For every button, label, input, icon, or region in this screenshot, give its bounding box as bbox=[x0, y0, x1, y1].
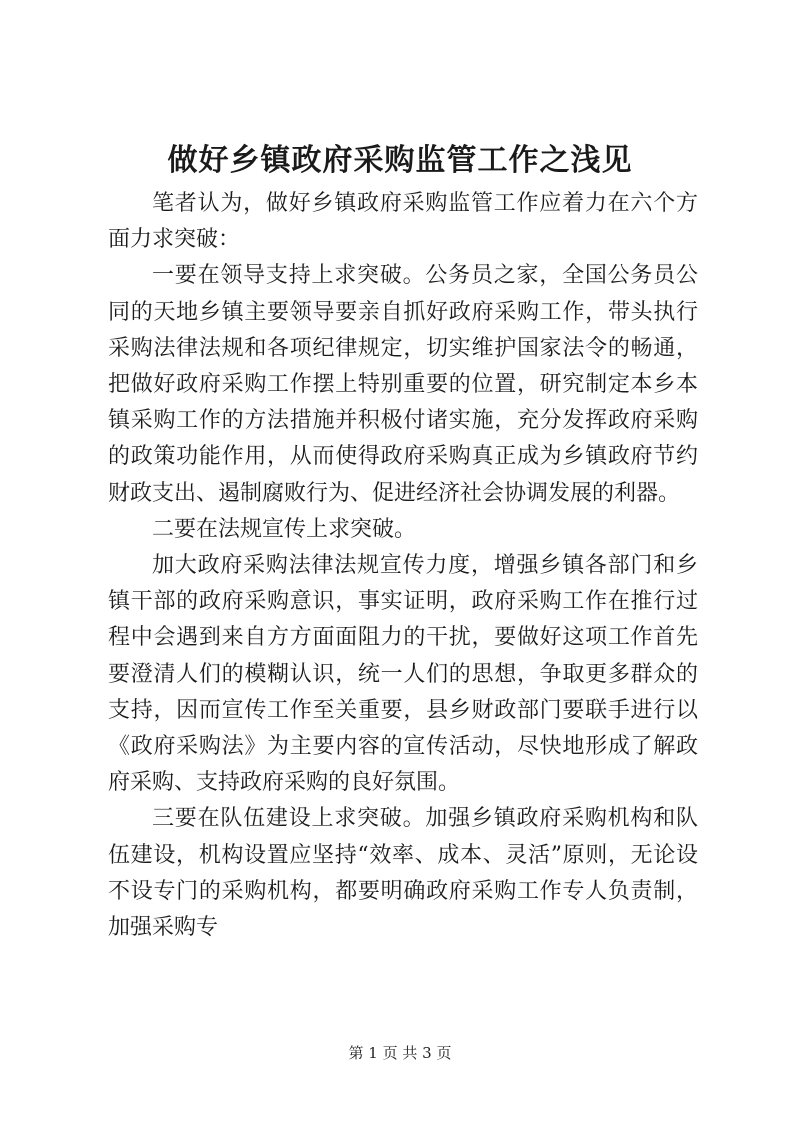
page-footer: 第 1 页 共 3 页 bbox=[348, 1044, 452, 1062]
document-body bbox=[108, 186, 698, 946]
paragraph-intro: 笔者认为，做好乡镇政府采购监管工作应着力在六个方面力求突破： bbox=[108, 191, 698, 253]
paragraph-team: 三要在队伍建设上求突破。加强乡镇政府采购机构和队伍建设，机构设置应坚持“效率、成本、灵活”原则，无论设不设专门的采购机构，都要明确政府采购工作专人负责制，加强采购专 bbox=[108, 806, 698, 941]
document-title: 做好乡镇政府采购监管工作之浅见 bbox=[167, 143, 633, 178]
paragraph-leadership: 一要在领导支持上求突破。公务员之家，全国公务员公同的天地乡镇主要领导要亲自抓好政府采购工作，带头执行采购法律法规和各项纪律规定，切实维护国家法令的畅通，把做好政府采购工作摆上特别重要的位置，研究制定本乡本镇采购工作的方法措施并积极付诸实施，充分发挥政府采购的政策功能作用，从而使得政府采购真正成为乡镇政府节约财政支出、遏制腐败行为、促进经济社会协调发展的利器。 bbox=[108, 263, 698, 506]
paragraph-regulation: 加大政府采购法律法规宣传力度，增强乡镇各部门和乡镇干部的政府采购意识，事实证明，政府采购工作在推行过程中会遇到来自方方面面阻力的干扰，要做好这项工作首先要澄清人们的模糊认识，统一人们的思想，争取更多群众的支持，因而宣传工作至关重要，县乡财政部门要联手进行以《政府采购法》为主要内容的宣传活动，尽快地形成了解政府采购、支持政府采购的良好氛围。 bbox=[108, 553, 698, 796]
paragraph-regulation-heading: 二要在法规宣传上求突破。 bbox=[152, 516, 417, 542]
